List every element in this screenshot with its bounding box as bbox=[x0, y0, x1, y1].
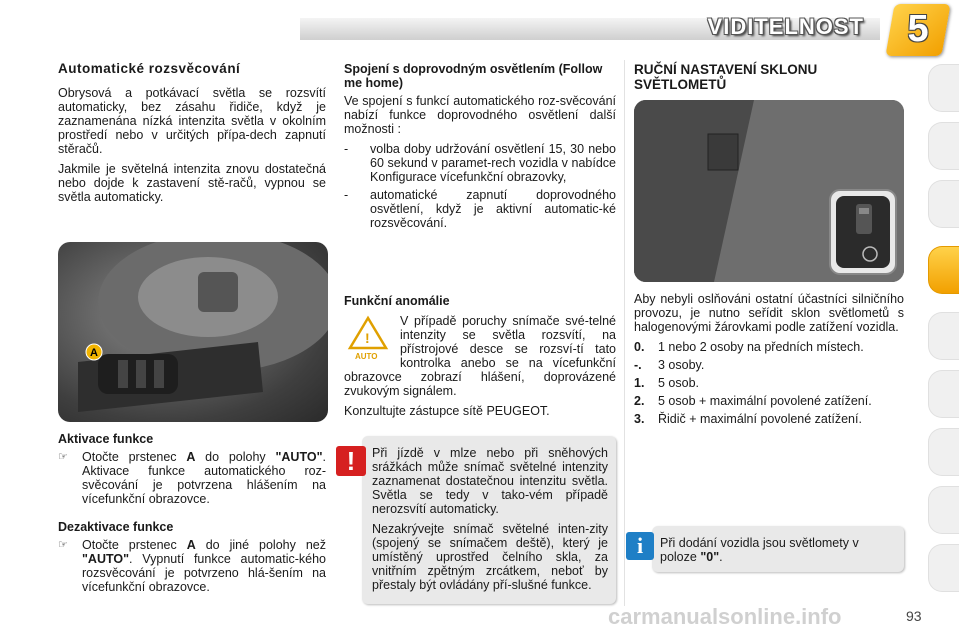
activation-title: Aktivace funkce bbox=[58, 432, 154, 446]
list-item: 3. Řidič + maximální povolené zatížení. bbox=[634, 412, 862, 426]
chapter-tab[interactable] bbox=[928, 370, 959, 418]
headlamp-adjust-section bbox=[634, 292, 904, 430]
middle-column bbox=[344, 62, 616, 234]
chapter-tabs bbox=[928, 64, 960, 584]
watermark: carmanualsonline.info bbox=[608, 604, 842, 629]
deactivation-step bbox=[58, 538, 326, 594]
chapter-tab[interactable] bbox=[928, 486, 959, 534]
stalk-photo bbox=[58, 242, 328, 422]
chapter-tab[interactable] bbox=[928, 312, 959, 360]
auto-lights-paragraph-1: Obrysová a potkávací světla se rozsvítí automaticky, bez zásahu řidiče, když je zaznamenána nízká intenzita světla v okolním prostředí nebo v určitých přípa-dech zapnutí stěračů. bbox=[58, 86, 326, 156]
chapter-badge bbox=[885, 4, 950, 56]
chapter-tab[interactable] bbox=[928, 544, 959, 592]
headlamp-control-photo bbox=[634, 100, 904, 282]
headlamp-control-illustration bbox=[634, 100, 904, 282]
stalk-illustration bbox=[58, 242, 328, 422]
chapter-tab-active[interactable] bbox=[928, 246, 959, 294]
list-item: 2. 5 osob + maximální povolené zatížení. bbox=[634, 394, 872, 408]
info-icon: i bbox=[626, 532, 654, 560]
activation-text: Otočte prstenec A do polohy "AUTO". Aktivace funkce automatického roz-svěcování je potvrzena hlášením na vícefunkční obrazovce. bbox=[82, 450, 326, 506]
anomaly-text: V případě poruchy snímače své-telné intenzity se světla rozsvítí, na přístrojové desce se rozsví-tí tato kontrolka anebo se na vícefunkční obrazovce zobrazí hlášení, doprovázené zvukovým signálem. bbox=[344, 314, 616, 398]
follow-me-home-title: Spojení s doprovodným osvětlením (Follow me home) bbox=[344, 62, 603, 90]
activation-section bbox=[58, 432, 326, 598]
chapter-number: 5 bbox=[907, 8, 929, 50]
pointing-hand-icon: ☞ bbox=[58, 451, 68, 463]
anomaly-section bbox=[344, 294, 616, 424]
auto-lamp-label: AUTO bbox=[355, 352, 378, 361]
headlamp-adjust-title: RUČNÍ NASTAVENÍ SKLONU SVĚTLOMETŮ bbox=[634, 62, 818, 92]
callout-a-label: A bbox=[90, 347, 98, 359]
column-divider bbox=[624, 60, 625, 606]
chapter-tab[interactable] bbox=[928, 64, 959, 112]
headlamp-adjust-intro: Aby nebyli oslňováni ostatní účastníci silničního provozu, je nutno seřídit sklon světlometů s halogenovými žárovkami podle zatížení vozidla. bbox=[634, 292, 904, 334]
activation-step bbox=[58, 450, 326, 506]
right-column-title bbox=[634, 62, 904, 92]
pointing-hand-icon: ☞ bbox=[58, 539, 68, 551]
warning-text bbox=[372, 446, 608, 598]
chapter-tab[interactable] bbox=[928, 180, 959, 228]
svg-text:!: ! bbox=[365, 330, 370, 346]
list-item: 1. 5 osob. bbox=[634, 376, 700, 390]
page-number: 93 bbox=[906, 608, 922, 624]
chapter-title: VIDITELNOST bbox=[707, 14, 864, 39]
warning-paragraph-2: Nezakrývejte snímač světelné inten-zity (spojený se snímačem deště), který je umístěný uprostřed čelního skla, za vnitřním zpětným zrcátkem, neboť by přestaly být ovládány pří-slušné funkce. bbox=[372, 522, 608, 592]
info-text: Při dodání vozidla jsou světlomety v poloze "0". bbox=[660, 536, 859, 564]
contact-dealer-text: Konzultujte zástupce sítě PEUGEOT. bbox=[344, 404, 550, 418]
anomaly-title: Funkční anomálie bbox=[344, 294, 450, 308]
page-header bbox=[0, 0, 960, 50]
chapter-tab[interactable] bbox=[928, 122, 959, 170]
list-item: -. 3 osoby. bbox=[634, 358, 705, 372]
chapter-tab[interactable] bbox=[928, 428, 959, 476]
follow-me-home-intro: Ve spojení s funkcí automatického roz-svěcování nabízí funkce doprovodného osvětlení další možnosti : bbox=[344, 94, 616, 136]
list-item: - automatické zapnutí doprovodného osvětlení, když je aktivní automatic-ké rozsvěcování. bbox=[344, 188, 616, 230]
anomaly-body bbox=[344, 314, 616, 418]
section-title-auto-lights: Automatické rozsvěcování bbox=[58, 61, 241, 76]
warning-icon: ! bbox=[336, 446, 366, 476]
deactivation-title: Dezaktivace funkce bbox=[58, 520, 174, 534]
auto-warning-lamp-icon bbox=[344, 314, 394, 362]
left-column bbox=[58, 62, 326, 210]
deactivation-text: Otočte prstenec A do jiné polohy než "AUTO". Vypnutí funkce automatic-kého rozsvěcování je potvrzeno hlá-šením na vícefunkční obrazovce. bbox=[82, 538, 326, 594]
list-item: 0. 1 nebo 2 osoby na předních místech. bbox=[634, 340, 864, 354]
warning-paragraph-1: Při jízdě v mlze nebo při sněhových srážkách může snímač světelné intenzity zaznamenat dostatečnou intenzitu světla. Světla se tedy v tako-vém případě nerozsvítí automaticky. bbox=[372, 446, 608, 516]
auto-lights-paragraph-2: Jakmile je světelná intenzita znovu dostatečná nebo dojde k zastavení stě-račů, vypnou se světla automaticky. bbox=[58, 162, 326, 204]
list-item: - volba doby udržování osvětlení 15, 30 nebo 60 sekund v paramet-rech vozidla v nabídce Konfigurace vícefunkční obrazovky, bbox=[344, 142, 616, 184]
